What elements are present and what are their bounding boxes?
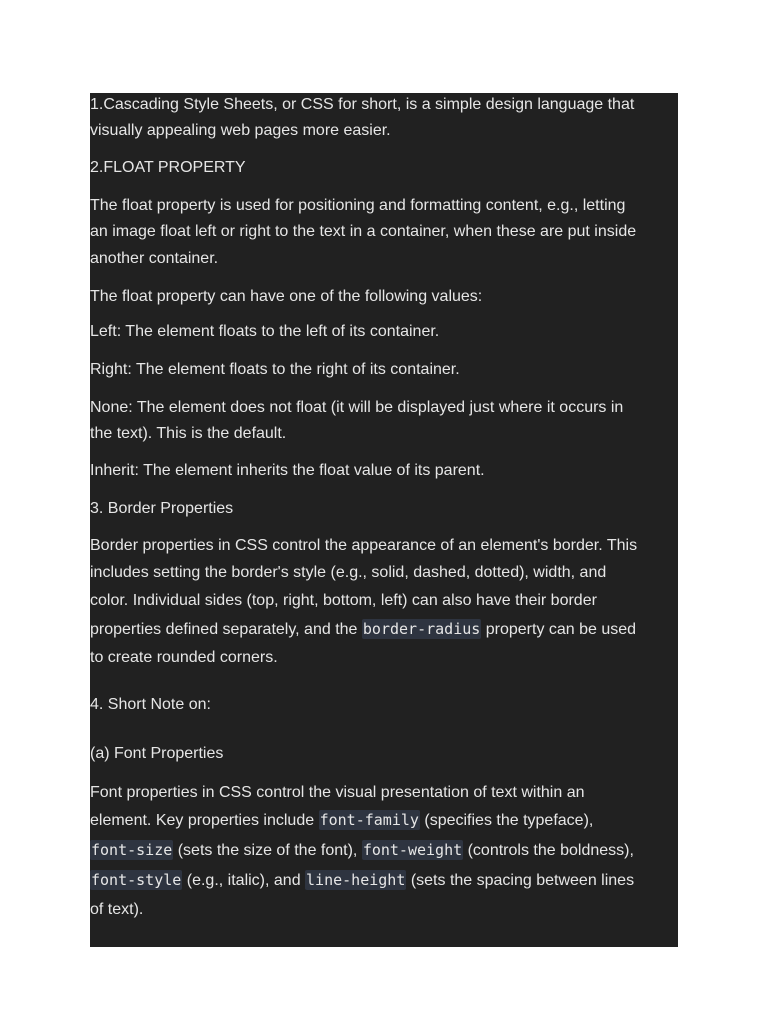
paragraph-5-line-5: of text).: [90, 901, 144, 918]
float-inherit-item: Inherit: The element inherits the float value of its parent.: [90, 462, 485, 479]
text-segment: properties defined separately, and the: [90, 621, 362, 638]
paragraph-5-line-2: [90, 810, 593, 831]
paragraph-5-line-3: [90, 840, 634, 861]
paragraph-4-line-3: color. Individual sides (top, right, bottom, left) can also have their border: [90, 592, 597, 609]
paragraph-1-line-1: 1.Cascading Style Sheets, or CSS for short, is a simple design language that: [90, 96, 635, 113]
text-segment: (controls the boldness),: [463, 842, 634, 859]
paragraph-2-line-3: another container.: [90, 250, 219, 267]
inline-code-font-size: font-size: [91, 841, 173, 859]
float-none-item-line-2: the text). This is the default.: [90, 425, 287, 442]
paragraph-5-line-4: [90, 870, 634, 891]
paragraph-2-line-2: an image float left or right to the text in a container, when these are put inside: [90, 223, 637, 240]
paragraph-4-line-5: to create rounded corners.: [90, 649, 278, 666]
paragraph-4-line-2: includes setting the border's style (e.g., solid, dashed, dotted), width, and: [90, 564, 607, 581]
inline-code-border-radius: border-radius: [362, 620, 481, 638]
text-segment: (specifies the typeface),: [419, 812, 594, 829]
text-segment: (sets the size of the font),: [173, 842, 362, 859]
text-segment: (sets the spacing between lines: [406, 872, 635, 889]
inline-code-font-weight: font-weight: [362, 841, 463, 859]
heading-border-properties: 3. Border Properties: [90, 500, 234, 517]
paragraph-4-line-1: Border properties in CSS control the appearance of an element's border. This: [90, 537, 638, 554]
document-panel: [90, 93, 678, 947]
heading-float-property: 2.FLOAT PROPERTY: [90, 159, 246, 176]
inline-code-line-height: line-height: [306, 871, 406, 889]
float-right-item: Right: The element floats to the right of its container.: [90, 361, 460, 378]
heading-short-note: 4. Short Note on:: [90, 696, 211, 713]
inline-code-font-style: font-style: [91, 871, 182, 889]
paragraph-4-line-4: [90, 619, 636, 640]
paragraph-2-line-1: The float property is used for positioning and formatting content, e.g., letting: [90, 197, 626, 214]
float-none-item-line-1: None: The element does not float (it will be displayed just where it occurs in: [90, 399, 624, 416]
heading-font-properties: (a) Font Properties: [90, 745, 224, 762]
text-segment: element. Key properties include: [90, 812, 319, 829]
float-left-item: Left: The element floats to the left of its container.: [90, 323, 440, 340]
text-segment: property can be used: [481, 621, 637, 638]
inline-code-font-family: font-family: [319, 811, 419, 829]
paragraph-1-line-2: visually appealing web pages more easier.: [90, 122, 391, 139]
paragraph-3: The float property can have one of the following values:: [90, 288, 483, 305]
text-segment: (e.g., italic), and: [182, 872, 306, 889]
paragraph-5-line-1: Font properties in CSS control the visual presentation of text within an: [90, 784, 585, 801]
